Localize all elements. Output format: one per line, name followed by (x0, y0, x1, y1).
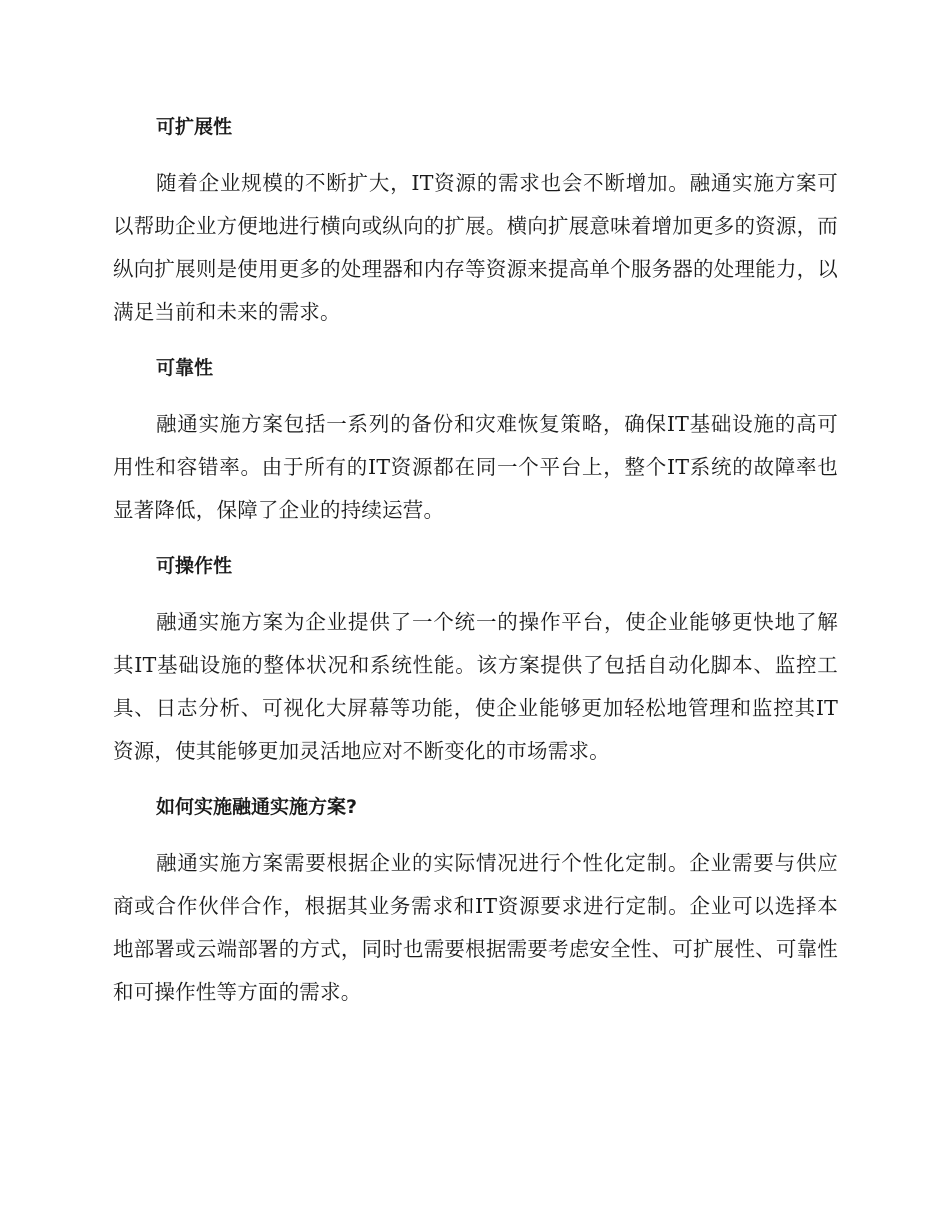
document-page (113, 106, 838, 1014)
section-paragraph: 融通实施方案包括一系列的备份和灾难恢复策略，确保IT基础设施的高可用性和容错率。由于所有的IT资源都在同一个平台上，整个IT系统的故障率也显著降低，保障了企业的持续运营。 (113, 412, 838, 522)
section-paragraph: 融通实施方案为企业提供了一个统一的操作平台，使企业能够更快地了解其IT基础设施的整体状况和系统性能。该方案提供了包括自动化脚本、监控工具、日志分析、可视化大屏幕等功能，使企业能够更加轻松地管理和监控其IT资源，使其能够更加灵活地应对不断变化的市场需求。 (113, 610, 838, 763)
section-heading: 如何实施融通实施方案? (156, 796, 358, 818)
section-implementation (113, 786, 838, 1014)
section-operability (113, 545, 838, 773)
section-heading: 可靠性 (156, 357, 214, 379)
section-paragraph: 随着企业规模的不断扩大，IT资源的需求也会不断增加。融通实施方案可以帮助企业方便地进行横向或纵向的扩展。横向扩展意味着增加更多的资源，而纵向扩展则是使用更多的处理器和内存等资源来提高单个服务器的处理能力，以满足当前和未来的需求。 (113, 171, 838, 324)
section-paragraph: 融通实施方案需要根据企业的实际情况进行个性化定制。企业需要与供应商或合作伙伴合作，根据其业务需求和IT资源要求进行定制。企业可以选择本地部署或云端部署的方式，同时也需要根据需要考虑安全性、可扩展性、可靠性和可操作性等方面的需求。 (113, 851, 838, 1004)
section-scalability (113, 106, 838, 334)
section-heading: 可扩展性 (156, 116, 233, 138)
section-reliability (113, 347, 838, 532)
section-heading: 可操作性 (156, 555, 233, 577)
